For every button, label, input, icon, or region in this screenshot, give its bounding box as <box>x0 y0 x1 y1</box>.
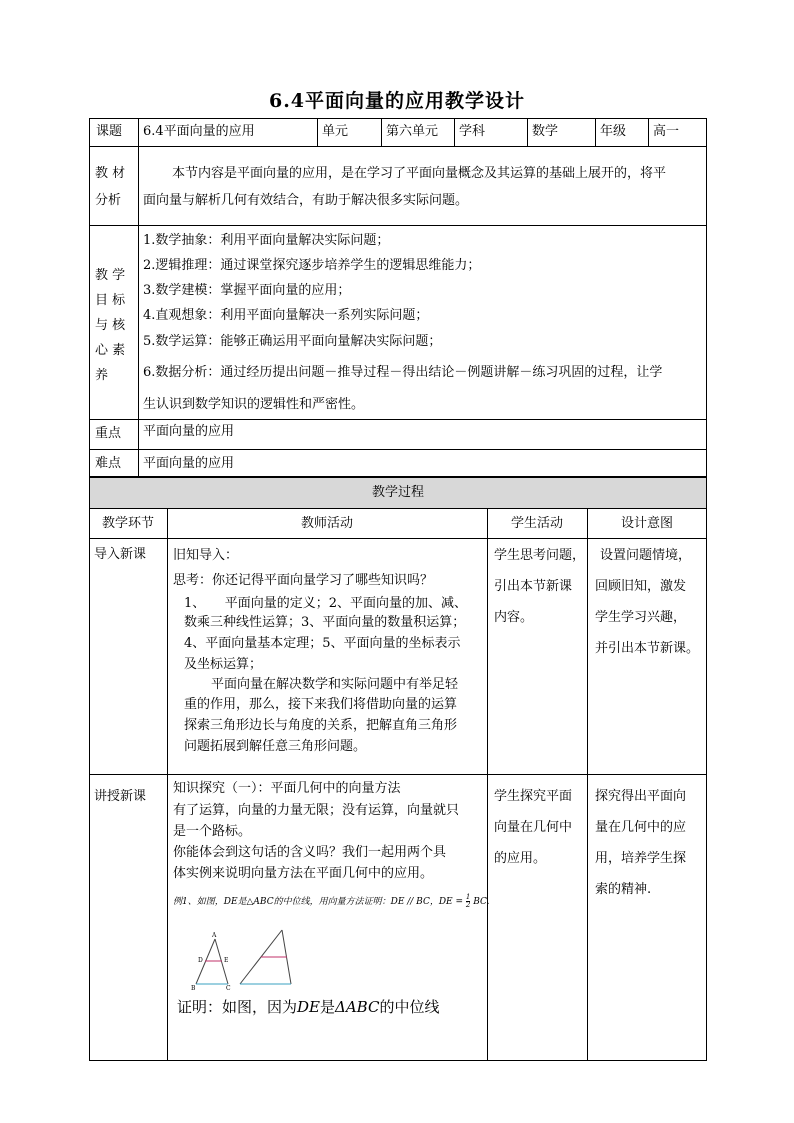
col-divider <box>595 118 596 146</box>
intro-teacher-line: 思考：你还记得平面向量学习了哪些知识吗？ <box>173 573 434 588</box>
col-header-stage: 教学环节 <box>101 516 154 531</box>
goal-item: 1.数学抽象：利用平面向量解决实际问题； <box>143 233 390 248</box>
goals-label: 心 素 <box>95 343 126 358</box>
difficulty-value: 平面向量的应用 <box>143 456 235 471</box>
analysis-label: 分析 <box>95 193 122 208</box>
proof-prefix: 证明：如图，因为 <box>177 998 298 1016</box>
row-divider <box>89 225 707 226</box>
row-divider <box>89 774 707 775</box>
proof-abc: ΔABC <box>335 998 380 1016</box>
goal-item: 2.逻辑推理：通过课堂探究逐步培养学生的逻辑思维能力； <box>143 258 481 273</box>
intro-design-line: 回顾旧知，激发 <box>595 579 687 594</box>
proof-line <box>177 996 439 1017</box>
proof-de: DE <box>297 998 320 1016</box>
new-student-line: 的应用。 <box>494 851 547 866</box>
new-teacher-line: 体实例来说明向量方法在平面几何中的应用。 <box>173 866 434 881</box>
intro-design-line: 学生学习兴趣， <box>595 610 687 625</box>
intro-teacher-line: 1、 平面向量的定义；2、平面向量的加、减、 <box>184 596 468 611</box>
key-point-label: 重点 <box>95 426 122 441</box>
intro-student-line: 学生思考问题， <box>494 548 586 563</box>
process-section-title: 教学过程 <box>371 485 424 500</box>
document-title: 6.4平面向量的应用教学设计 <box>268 90 526 112</box>
topic-label: 课题 <box>96 124 123 139</box>
example-fraction: $\frac{1}{2}$ <box>465 893 471 909</box>
intro-stage: 导入新课 <box>94 547 147 562</box>
new-student-line: 学生探究平面 <box>494 789 573 804</box>
example-text: 例1、如图，DE是△ABC的中位线，用向量方法证明：DE // BC，DE = <box>173 897 464 907</box>
goal-item: 4.直观想象：利用平面向量解决一系列实际问题； <box>143 308 429 323</box>
intro-design-line: 并引出本节新课。 <box>595 641 700 656</box>
new-design-line: 量在几何中的应 <box>595 820 687 835</box>
row-divider <box>89 419 707 420</box>
new-design-line: 用，培养学生探 <box>595 851 687 866</box>
label-E: E <box>224 957 229 964</box>
col-divider <box>454 118 455 146</box>
intro-teacher-line: 探索三角形边长与角度的关系，把解直角三角形 <box>184 718 458 733</box>
grade-value: 高一 <box>653 124 680 139</box>
key-point-value: 平面向量的应用 <box>143 424 235 439</box>
col-divider <box>381 118 382 146</box>
topic-value: 6.4平面向量的应用 <box>143 124 255 139</box>
intro-teacher-line: 问题拓展到解任意三角形问题。 <box>184 739 367 754</box>
col-header-design: 设计意图 <box>620 516 673 531</box>
col-header-teacher: 教师活动 <box>300 516 353 531</box>
label-C: C <box>226 985 231 992</box>
proof-suffix: 的中位线 <box>379 998 440 1016</box>
col-divider <box>527 118 528 146</box>
example-statement <box>173 894 489 909</box>
intro-teacher-line: 重的作用，那么，接下来我们将借助向量的运算 <box>184 697 458 712</box>
intro-student-line: 引出本节新课 <box>494 579 573 594</box>
goal-item: 6.数据分析：通过经历提出问题－推导过程－得出结论－例题讲解－练习巩固的过程，让学 <box>143 365 663 380</box>
process-table <box>89 477 707 1061</box>
label-B: B <box>191 985 196 992</box>
subject-value: 数学 <box>532 124 559 139</box>
col-divider <box>317 118 318 146</box>
new-design-line: 索的精神. <box>595 882 652 897</box>
intro-teacher-line: 平面向量在解决数学和实际问题中有举足轻 <box>211 677 459 692</box>
new-stage: 讲授新课 <box>94 789 147 804</box>
intro-teacher-line: 旧知导入： <box>173 548 239 563</box>
intro-teacher-line: 4、平面向量基本定理；5、平面向量的坐标表示 <box>184 636 461 651</box>
new-teacher-line: 有了运算，向量的力量无限；没有运算，向量就只 <box>173 803 460 818</box>
unit-label: 单元 <box>322 124 349 139</box>
goals-label: 养 <box>95 368 109 383</box>
grade-label: 年级 <box>600 124 627 139</box>
example-tail: BC. <box>473 897 490 907</box>
row-divider <box>89 449 707 450</box>
analysis-label: 教 材 <box>95 166 126 181</box>
goals-label: 目 标 <box>95 293 126 308</box>
col-divider <box>138 118 139 477</box>
intro-teacher-line: 数乘三种线性运算；3、平面向量的数量积运算； <box>184 615 466 630</box>
goal-item: 3.数学建模：掌握平面向量的应用； <box>143 283 351 298</box>
subject-label: 学科 <box>459 124 486 139</box>
intro-student-line: 内容。 <box>494 610 534 625</box>
intro-teacher-line: 及坐标运算； <box>184 657 263 672</box>
goals-label: 教 学 <box>95 268 126 283</box>
goal-item: 5.数学运算：能够正确运用平面向量解决实际问题； <box>143 334 442 349</box>
goals-label: 与 核 <box>95 318 126 333</box>
label-A: A <box>212 932 217 939</box>
label-D: D <box>198 957 203 964</box>
unit-value: 第六单元 <box>386 124 439 139</box>
row-divider <box>89 146 707 147</box>
triangle-figure <box>188 924 298 992</box>
intro-design-line: 设置问题情境， <box>600 548 692 563</box>
goal-item: 生认识到数学知识的逻辑性和严密性。 <box>143 397 365 412</box>
col-divider <box>487 508 488 1061</box>
new-student-line: 向量在几何中 <box>494 820 573 835</box>
analysis-text: 面向量与解析几何有效结合，有助于解决很多实际问题。 <box>143 193 469 208</box>
col-divider <box>587 508 588 1061</box>
col-divider <box>648 118 649 146</box>
new-teacher-line: 知识探究（一）：平面几何中的向量方法 <box>173 781 401 796</box>
col-header-student: 学生活动 <box>510 516 563 531</box>
new-teacher-line: 是一个路标。 <box>173 824 252 839</box>
analysis-text: 本节内容是平面向量的应用，是在学习了平面向量概念及其运算的基础上展开的，将平 <box>172 166 667 181</box>
proof-is: 是 <box>320 998 336 1016</box>
new-teacher-line: 你能体会到这句话的含义吗？我们一起用两个具 <box>173 845 447 860</box>
new-design-line: 探究得出平面向 <box>595 789 687 804</box>
difficulty-label: 难点 <box>95 456 122 471</box>
col-divider <box>167 508 168 1061</box>
